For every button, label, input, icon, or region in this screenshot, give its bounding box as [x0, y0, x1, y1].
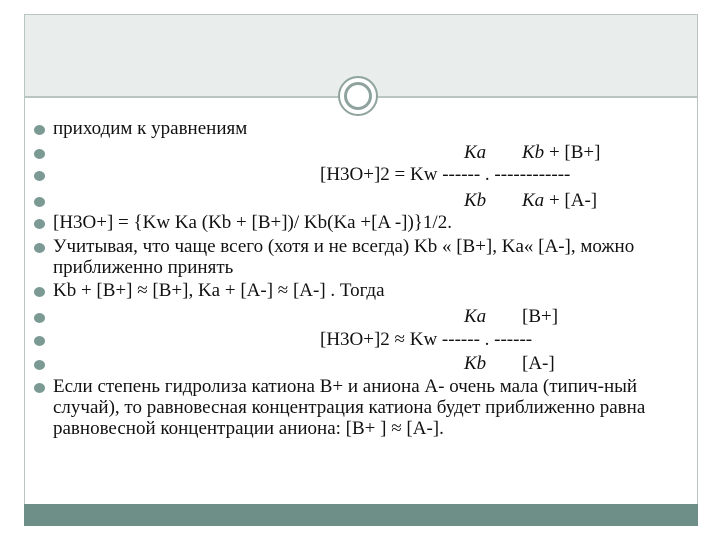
list-item [30, 118, 690, 142]
list-item [30, 280, 690, 306]
bullet-icon [34, 313, 45, 323]
line-text: Kb [464, 190, 487, 211]
line-text: [H3O+]2 = Kw ------ . ------------ [320, 164, 571, 185]
bullet-icon [34, 197, 45, 207]
line-text: Kb + [B+] [522, 142, 601, 163]
line-text: Учитывая, что чаще всего (хотя и не всегда) Kb « [B+], Ka« [A-], можно приближенно принять [53, 236, 635, 278]
list-item [30, 190, 690, 212]
line-text: Если степень гидролиза катиона B+ и аниона A- очень мала (типич-ный случай), то равновесная концентрация катиона будет приближенно равна равновесной концентрации аниона: [B+ ] ≈ [A-]. [53, 376, 646, 439]
line-text: [B+] [522, 306, 559, 327]
line-text: [A-] [522, 353, 555, 374]
bullet-icon [34, 287, 45, 297]
list-item [30, 236, 690, 278]
list-item [30, 353, 690, 376]
list-item [30, 212, 690, 236]
circle-ornament-icon [338, 76, 378, 116]
line-text: Ka [464, 142, 487, 163]
list-item [30, 329, 690, 353]
footer-bar [24, 504, 698, 526]
list-item [30, 376, 690, 439]
bullet-icon [34, 336, 45, 346]
bullet-icon [34, 125, 45, 135]
list-item [30, 306, 690, 329]
list-item [30, 142, 690, 164]
line-text: Kb [464, 353, 487, 374]
bullet-list [30, 118, 690, 439]
line-text: Kb + [B+] ≈ [B+], Ka + [A-] ≈ [A-] . Тогда [53, 280, 385, 301]
bullet-icon [34, 360, 45, 370]
bullet-icon [34, 171, 45, 181]
list-item [30, 164, 690, 190]
bullet-icon [34, 219, 45, 229]
line-text: [H3O+] = {Kw Ka (Kb + [B+])/ Kb(Ka +[A -])}1/2. [53, 212, 452, 233]
line-text: Ka + [A-] [522, 190, 598, 211]
line-text: приходим к уравнениям [53, 118, 248, 139]
line-text: Ka [464, 306, 487, 327]
bullet-icon [34, 149, 45, 159]
line-text: [H3O+]2 ≈ Kw ------ . ------ [320, 329, 533, 350]
